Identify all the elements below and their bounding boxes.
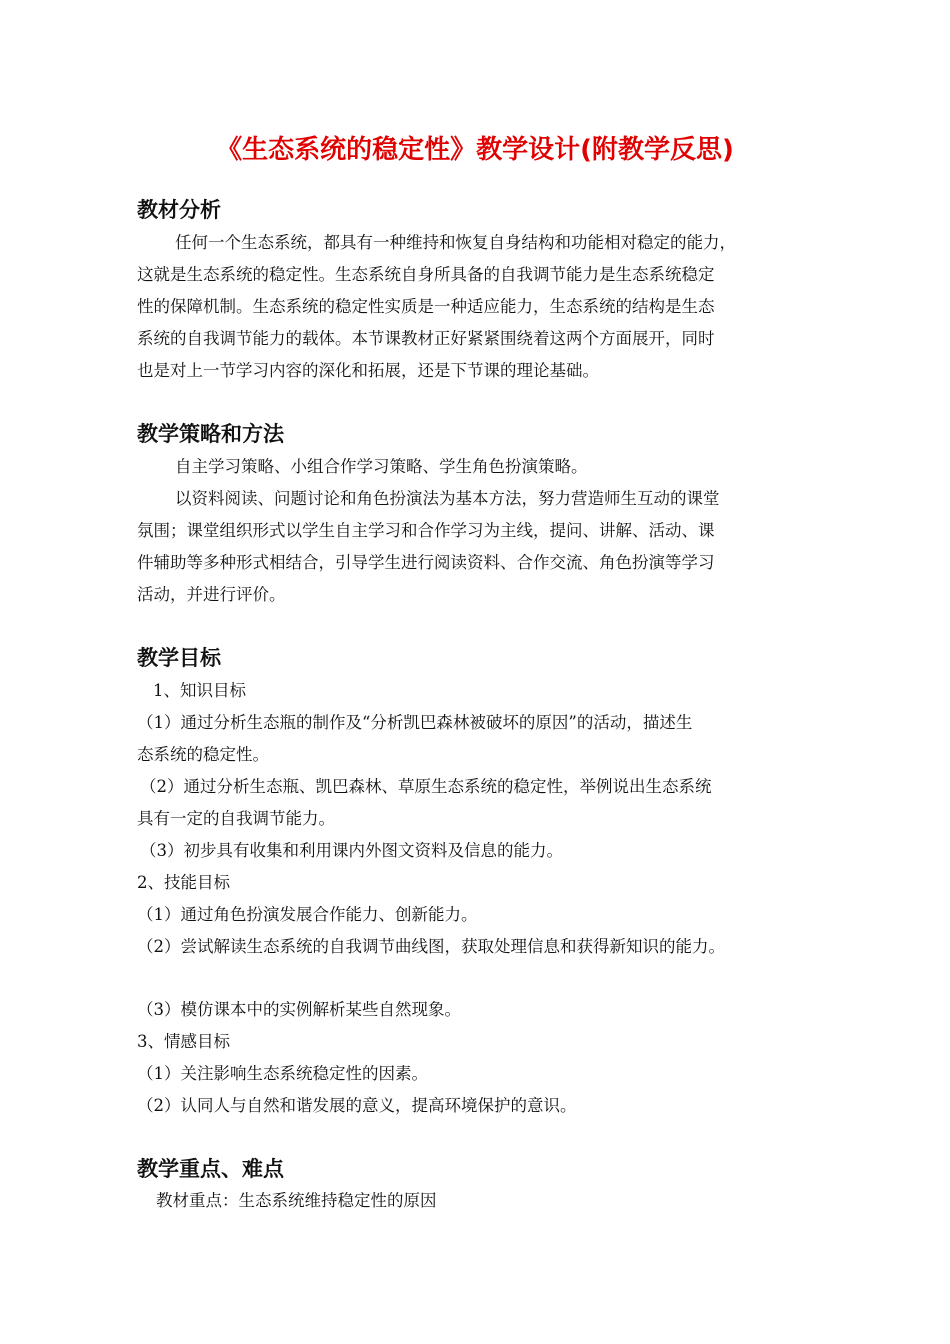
paragraph-line: 也是对上一节学习内容的深化和拓展，还是下节课的理论基础。	[137, 361, 599, 380]
goal-item: （2）认同人与自然和谐发展的意义，提高环境保护的意识。	[137, 1096, 577, 1115]
section-heading-analysis: 教材分析	[137, 198, 221, 222]
paragraph-line: 这就是生态系统的稳定性。生态系统自身所具备的自我调节能力是生态系统稳定	[137, 265, 715, 284]
paragraph-line: 性的保障机制。生态系统的稳定性实质是一种适应能力，生态系统的结构是生态	[137, 297, 715, 316]
goal-item: 态系统的稳定性。	[137, 745, 269, 764]
section-heading-goals: 教学目标	[137, 646, 221, 670]
document-title: 《生态系统的稳定性》教学设计(附教学反思)	[216, 135, 734, 165]
paragraph-line: 任何一个生态系统，都具有一种维持和恢复自身结构和功能相对稳定的能力，	[175, 233, 736, 252]
goal-item: （3）初步具有收集和利用课内外图文资料及信息的能力。	[140, 841, 563, 860]
goal-item: （1）关注影响生态系统稳定性的因素。	[137, 1064, 428, 1083]
paragraph-line: 件辅助等多种形式相结合，引导学生进行阅读资料、合作交流、角色扮演等学习	[137, 553, 715, 572]
goal-item: （1）通过分析生态瓶的制作及“分析凯巴森林被破坏的原因”的活动，描述生	[137, 713, 693, 732]
paragraph-line: 自主学习策略、小组合作学习策略、学生角色扮演策略。	[175, 457, 588, 476]
goal-item: （1）通过角色扮演发展合作能力、创新能力。	[137, 905, 478, 924]
goal-item: （3）模仿课本中的实例解析某些自然现象。	[137, 1000, 461, 1019]
goal-item: （2）尝试解读生态系统的自我调节曲线图，获取处理信息和获得新知识的能力。	[137, 937, 725, 956]
goal-item: （2）通过分析生态瓶、凯巴森林、草原生态系统的稳定性，举例说出生态系统	[140, 777, 712, 796]
paragraph-line: 教材重点：生态系统维持稳定性的原因	[156, 1191, 437, 1210]
paragraph-line: 活动，并进行评价。	[137, 585, 286, 604]
paragraph-line: 氛围；课堂组织形式以学生自主学习和合作学习为主线，提问、讲解、活动、课	[137, 521, 715, 540]
goal-item: 具有一定的自我调节能力。	[137, 809, 335, 828]
goal-subheading: 1、知识目标	[153, 681, 246, 700]
paragraph-line: 系统的自我调节能力的载体。本节课教材正好紧紧围绕着这两个方面展开，同时	[137, 329, 715, 348]
section-heading-keypoints: 教学重点、难点	[137, 1157, 284, 1181]
goal-subheading: 3、情感目标	[137, 1032, 230, 1051]
paragraph-line: 以资料阅读、问题讨论和角色扮演法为基本方法，努力营造师生互动的课堂	[175, 489, 720, 508]
goal-subheading: 2、技能目标	[137, 873, 230, 892]
section-heading-strategy: 教学策略和方法	[137, 422, 284, 446]
